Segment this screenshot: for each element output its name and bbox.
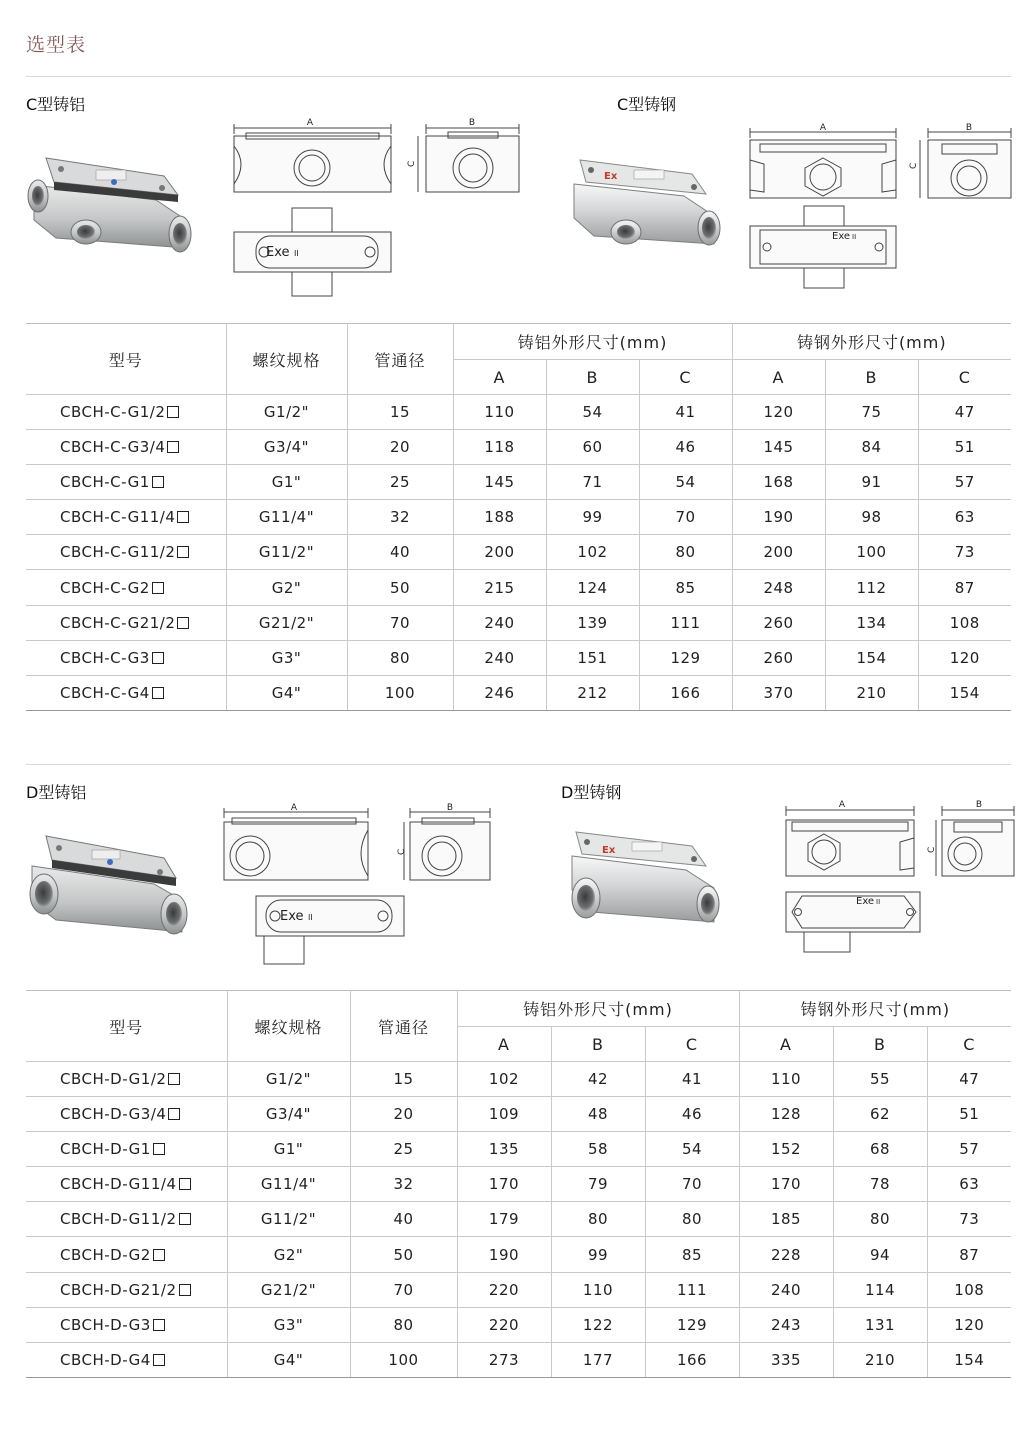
table-row — [26, 1272, 1011, 1307]
model-cell — [26, 395, 226, 430]
st-b-cell: 112 — [825, 570, 918, 605]
al-c-cell: 166 — [645, 1342, 739, 1377]
al-b-cell: 80 — [551, 1202, 645, 1237]
al-b-cell: 58 — [551, 1132, 645, 1167]
thread-cell: G3" — [227, 1307, 350, 1342]
pipe-cell: 100 — [350, 1342, 457, 1377]
table-row — [26, 1167, 1011, 1202]
model-code: CBCH-D-G3 — [60, 1315, 151, 1334]
al-b-cell: 99 — [546, 500, 639, 535]
model-cell — [26, 1062, 227, 1097]
model-cell — [26, 1202, 227, 1237]
st-c-cell: 87 — [927, 1237, 1011, 1272]
table-row — [26, 430, 1011, 465]
table-row — [26, 675, 1011, 710]
model-cell — [26, 1307, 227, 1342]
st-a-cell: 185 — [739, 1202, 833, 1237]
col-header-al-a: A — [457, 1027, 551, 1062]
st-c-cell: 120 — [918, 640, 1011, 675]
st-a-cell: 228 — [739, 1237, 833, 1272]
al-c-cell: 41 — [639, 395, 732, 430]
option-box-icon — [153, 1249, 165, 1261]
al-b-cell: 79 — [551, 1167, 645, 1202]
thread-cell: G1" — [227, 1132, 350, 1167]
al-b-cell: 124 — [546, 570, 639, 605]
option-box-icon — [153, 1354, 165, 1366]
col-header-steel-group: 铸钢外形尺寸(mm) — [739, 991, 1011, 1027]
dim-label-b: B — [468, 118, 476, 128]
al-a-cell: 240 — [453, 640, 546, 675]
st-b-cell: 91 — [825, 465, 918, 500]
option-box-icon — [152, 652, 164, 664]
table-row — [26, 1342, 1011, 1377]
al-b-cell: 42 — [551, 1062, 645, 1097]
thread-cell: G21/2" — [226, 605, 347, 640]
model-cell — [26, 1272, 227, 1307]
model-cell — [26, 675, 226, 710]
st-a-cell: 260 — [732, 640, 825, 675]
model-code: CBCH-C-G2 — [60, 578, 150, 597]
al-c-cell: 129 — [639, 640, 732, 675]
al-c-cell: 54 — [645, 1132, 739, 1167]
st-b-cell: 210 — [833, 1342, 927, 1377]
al-a-cell: 179 — [457, 1202, 551, 1237]
st-b-cell: 80 — [833, 1202, 927, 1237]
col-header-al-b: B — [551, 1027, 645, 1062]
col-header-aluminum-group: 铸铝外形尺寸(mm) — [457, 991, 739, 1027]
option-box-icon — [152, 582, 164, 594]
st-b-cell: 55 — [833, 1062, 927, 1097]
st-a-cell: 110 — [739, 1062, 833, 1097]
model-cell — [26, 1237, 227, 1272]
st-c-cell: 73 — [927, 1202, 1011, 1237]
thread-cell: G3/4" — [227, 1097, 350, 1132]
st-c-cell: 57 — [918, 465, 1011, 500]
model-code: CBCH-C-G1 — [60, 473, 150, 492]
page-title: 选型表 — [26, 34, 87, 56]
pipe-cell: 32 — [350, 1167, 457, 1202]
ex-mark: Ex — [604, 171, 618, 182]
thread-cell: G3" — [226, 640, 347, 675]
technical-drawing-c-aluminum — [226, 116, 526, 302]
spec-table-d — [26, 990, 1011, 1378]
pipe-cell: 15 — [347, 395, 453, 430]
st-c-cell: 47 — [918, 395, 1011, 430]
col-header-al-c: C — [639, 360, 732, 395]
pipe-cell: 40 — [347, 535, 453, 570]
ex-mark: Ex — [602, 845, 616, 856]
al-c-cell: 166 — [639, 675, 732, 710]
st-c-cell: 63 — [927, 1167, 1011, 1202]
st-c-cell: 51 — [918, 430, 1011, 465]
st-c-cell: 154 — [927, 1342, 1011, 1377]
model-code: CBCH-D-G11/2 — [60, 1210, 177, 1229]
st-b-cell: 62 — [833, 1097, 927, 1132]
technical-drawing-d-aluminum — [220, 800, 500, 968]
col-header-al-b: B — [546, 360, 639, 395]
option-box-icon — [177, 617, 189, 629]
model-code: CBCH-D-G1/2 — [60, 1070, 167, 1089]
col-header-st-c: C — [927, 1027, 1011, 1062]
st-b-cell: 75 — [825, 395, 918, 430]
model-cell — [26, 1132, 227, 1167]
option-box-icon — [168, 1073, 180, 1085]
dim-label-c: C — [407, 160, 417, 167]
dim-label-b: B — [975, 800, 983, 810]
st-b-cell: 78 — [833, 1167, 927, 1202]
heading-c-steel: C型铸钢 — [617, 95, 677, 114]
st-a-cell: 260 — [732, 605, 825, 640]
st-a-cell: 240 — [739, 1272, 833, 1307]
al-b-cell: 110 — [551, 1272, 645, 1307]
dim-label-a: A — [306, 118, 314, 128]
section-divider — [26, 764, 1011, 765]
st-b-cell: 98 — [825, 500, 918, 535]
st-c-cell: 51 — [927, 1097, 1011, 1132]
al-b-cell: 54 — [546, 395, 639, 430]
model-cell — [26, 430, 226, 465]
al-a-cell: 145 — [453, 465, 546, 500]
dim-label-c: C — [397, 848, 407, 855]
al-a-cell: 118 — [453, 430, 546, 465]
nameplate-text: Exe — [856, 896, 875, 907]
al-b-cell: 99 — [551, 1237, 645, 1272]
model-cell — [26, 500, 226, 535]
model-cell — [26, 1167, 227, 1202]
pipe-cell: 25 — [350, 1132, 457, 1167]
pipe-cell: 80 — [347, 640, 453, 675]
al-a-cell: 200 — [453, 535, 546, 570]
al-a-cell: 170 — [457, 1167, 551, 1202]
al-c-cell: 41 — [645, 1062, 739, 1097]
dim-label-a: A — [838, 800, 846, 810]
st-b-cell: 154 — [825, 640, 918, 675]
al-c-cell: 85 — [639, 570, 732, 605]
thread-cell: G21/2" — [227, 1272, 350, 1307]
col-header-pipe: 管通径 — [350, 991, 457, 1062]
st-a-cell: 168 — [732, 465, 825, 500]
pipe-cell: 40 — [350, 1202, 457, 1237]
option-box-icon — [152, 687, 164, 699]
model-code: CBCH-D-G2 — [60, 1245, 151, 1264]
pipe-cell: 32 — [347, 500, 453, 535]
table-row — [26, 395, 1011, 430]
dim-label-c: C — [927, 846, 937, 853]
pipe-cell: 70 — [350, 1272, 457, 1307]
col-header-steel-group: 铸钢外形尺寸(mm) — [732, 324, 1011, 360]
al-c-cell: 46 — [639, 430, 732, 465]
st-c-cell: 154 — [918, 675, 1011, 710]
st-a-cell: 190 — [732, 500, 825, 535]
st-c-cell: 108 — [927, 1272, 1011, 1307]
thread-cell: G11/4" — [227, 1167, 350, 1202]
st-a-cell: 152 — [739, 1132, 833, 1167]
model-code: CBCH-C-G21/2 — [60, 613, 176, 632]
thread-cell: G4" — [227, 1342, 350, 1377]
product-photo-d-steel — [562, 826, 727, 946]
st-c-cell: 47 — [927, 1062, 1011, 1097]
pipe-cell: 25 — [347, 465, 453, 500]
col-header-pipe: 管通径 — [347, 324, 453, 395]
model-code: CBCH-D-G21/2 — [60, 1280, 177, 1299]
nameplate-text: Exe — [266, 245, 290, 260]
st-a-cell: 370 — [732, 675, 825, 710]
al-c-cell: 70 — [639, 500, 732, 535]
pipe-cell: 50 — [350, 1237, 457, 1272]
st-c-cell: 87 — [918, 570, 1011, 605]
al-a-cell: 190 — [457, 1237, 551, 1272]
model-code: CBCH-C-G3/4 — [60, 438, 166, 457]
option-box-icon — [152, 476, 164, 488]
dim-label-b: B — [965, 123, 973, 133]
al-b-cell: 122 — [551, 1307, 645, 1342]
al-b-cell: 60 — [546, 430, 639, 465]
thread-cell: G1/2" — [227, 1062, 350, 1097]
table-row — [26, 1307, 1011, 1342]
table-row — [26, 640, 1011, 675]
table-row — [26, 535, 1011, 570]
al-c-cell: 129 — [645, 1307, 739, 1342]
al-c-cell: 80 — [639, 535, 732, 570]
st-a-cell: 145 — [732, 430, 825, 465]
model-code: CBCH-D-G4 — [60, 1350, 151, 1369]
al-a-cell: 220 — [457, 1272, 551, 1307]
col-header-model: 型号 — [26, 324, 226, 395]
nameplate-sub: II — [294, 249, 299, 258]
al-c-cell: 54 — [639, 465, 732, 500]
st-a-cell: 335 — [739, 1342, 833, 1377]
pipe-cell: 15 — [350, 1062, 457, 1097]
thread-cell: G4" — [226, 675, 347, 710]
thread-cell: G1/2" — [226, 395, 347, 430]
al-b-cell: 177 — [551, 1342, 645, 1377]
st-b-cell: 68 — [833, 1132, 927, 1167]
model-code: CBCH-C-G11/2 — [60, 543, 176, 562]
al-b-cell: 102 — [546, 535, 639, 570]
spec-table-c — [26, 323, 1011, 711]
st-b-cell: 114 — [833, 1272, 927, 1307]
table-row — [26, 570, 1011, 605]
al-a-cell: 135 — [457, 1132, 551, 1167]
heading-c-aluminum: C型铸铝 — [26, 95, 86, 114]
model-code: CBCH-C-G1/2 — [60, 403, 166, 422]
dim-label-b: B — [446, 803, 454, 813]
st-b-cell: 100 — [825, 535, 918, 570]
al-c-cell: 111 — [639, 605, 732, 640]
al-a-cell: 109 — [457, 1097, 551, 1132]
col-header-thread: 螺纹规格 — [227, 991, 350, 1062]
option-box-icon — [167, 406, 179, 418]
model-cell — [26, 465, 226, 500]
heading-d-aluminum: D型铸铝 — [26, 783, 87, 802]
al-a-cell: 215 — [453, 570, 546, 605]
model-code: CBCH-C-G4 — [60, 683, 150, 702]
st-c-cell: 120 — [927, 1307, 1011, 1342]
thread-cell: G2" — [226, 570, 347, 605]
model-code: CBCH-D-G1 — [60, 1140, 151, 1159]
nameplate-sub: II — [852, 233, 857, 241]
title-divider — [26, 76, 1011, 77]
pipe-cell: 20 — [347, 430, 453, 465]
product-photo-c-steel — [564, 146, 724, 266]
col-header-st-a: A — [732, 360, 825, 395]
st-b-cell: 210 — [825, 675, 918, 710]
model-cell — [26, 605, 226, 640]
model-cell — [26, 1342, 227, 1377]
model-cell — [26, 1097, 227, 1132]
nameplate-text: Exe — [832, 231, 851, 242]
al-b-cell: 212 — [546, 675, 639, 710]
nameplate-text: Exe — [280, 909, 304, 924]
pipe-cell: 70 — [347, 605, 453, 640]
option-box-icon — [153, 1143, 165, 1155]
table-row — [26, 500, 1011, 535]
al-c-cell: 70 — [645, 1167, 739, 1202]
table-row — [26, 605, 1011, 640]
product-photo-d-aluminum — [26, 828, 191, 950]
heading-d-steel: D型铸钢 — [561, 783, 622, 802]
thread-cell: G11/2" — [226, 535, 347, 570]
pipe-cell: 50 — [347, 570, 453, 605]
al-a-cell: 102 — [457, 1062, 551, 1097]
al-c-cell: 80 — [645, 1202, 739, 1237]
st-a-cell: 248 — [732, 570, 825, 605]
al-a-cell: 220 — [457, 1307, 551, 1342]
table-row — [26, 1202, 1011, 1237]
pipe-cell: 20 — [350, 1097, 457, 1132]
option-box-icon — [168, 1108, 180, 1120]
thread-cell: G3/4" — [226, 430, 347, 465]
option-box-icon — [153, 1319, 165, 1331]
col-header-st-b: B — [833, 1027, 927, 1062]
option-box-icon — [179, 1213, 191, 1225]
al-b-cell: 48 — [551, 1097, 645, 1132]
al-b-cell: 151 — [546, 640, 639, 675]
table-row — [26, 1237, 1011, 1272]
thread-cell: G11/4" — [226, 500, 347, 535]
table-row — [26, 1062, 1011, 1097]
col-header-al-c: C — [645, 1027, 739, 1062]
dim-label-c: C — [909, 162, 919, 169]
model-cell — [26, 535, 226, 570]
option-box-icon — [177, 546, 189, 558]
al-c-cell: 111 — [645, 1272, 739, 1307]
thread-cell: G2" — [227, 1237, 350, 1272]
pipe-cell: 100 — [347, 675, 453, 710]
nameplate-sub: II — [876, 898, 881, 906]
al-b-cell: 71 — [546, 465, 639, 500]
thread-cell: G11/2" — [227, 1202, 350, 1237]
col-header-model: 型号 — [26, 991, 227, 1062]
model-code: CBCH-C-G3 — [60, 648, 150, 667]
col-header-aluminum-group: 铸铝外形尺寸(mm) — [453, 324, 732, 360]
st-b-cell: 134 — [825, 605, 918, 640]
al-c-cell: 85 — [645, 1237, 739, 1272]
st-a-cell: 120 — [732, 395, 825, 430]
st-c-cell: 73 — [918, 535, 1011, 570]
technical-drawing-d-steel — [782, 796, 1020, 958]
st-b-cell: 94 — [833, 1237, 927, 1272]
col-header-al-a: A — [453, 360, 546, 395]
st-b-cell: 131 — [833, 1307, 927, 1342]
st-a-cell: 243 — [739, 1307, 833, 1342]
dim-label-a: A — [819, 123, 827, 133]
option-box-icon — [177, 511, 189, 523]
st-a-cell: 200 — [732, 535, 825, 570]
thread-cell: G1" — [226, 465, 347, 500]
al-a-cell: 110 — [453, 395, 546, 430]
st-b-cell: 84 — [825, 430, 918, 465]
table-row — [26, 1097, 1011, 1132]
col-header-thread: 螺纹规格 — [226, 324, 347, 395]
pipe-cell: 80 — [350, 1307, 457, 1342]
st-a-cell: 170 — [739, 1167, 833, 1202]
st-c-cell: 108 — [918, 605, 1011, 640]
model-code: CBCH-D-G11/4 — [60, 1175, 177, 1194]
model-code: CBCH-D-G3/4 — [60, 1105, 167, 1124]
technical-drawing-c-steel — [746, 120, 1016, 292]
col-header-st-a: A — [739, 1027, 833, 1062]
model-cell — [26, 570, 226, 605]
table-row — [26, 465, 1011, 500]
al-c-cell: 46 — [645, 1097, 739, 1132]
dim-label-a: A — [290, 803, 298, 813]
al-a-cell: 240 — [453, 605, 546, 640]
st-a-cell: 128 — [739, 1097, 833, 1132]
st-c-cell: 63 — [918, 500, 1011, 535]
al-a-cell: 188 — [453, 500, 546, 535]
product-photo-c-aluminum — [26, 140, 196, 265]
table-row — [26, 1132, 1011, 1167]
al-a-cell: 273 — [457, 1342, 551, 1377]
option-box-icon — [179, 1284, 191, 1296]
nameplate-sub: II — [308, 913, 313, 922]
option-box-icon — [179, 1178, 191, 1190]
al-a-cell: 246 — [453, 675, 546, 710]
col-header-st-b: B — [825, 360, 918, 395]
model-code: CBCH-C-G11/4 — [60, 508, 176, 527]
al-b-cell: 139 — [546, 605, 639, 640]
st-c-cell: 57 — [927, 1132, 1011, 1167]
model-cell — [26, 640, 226, 675]
col-header-st-c: C — [918, 360, 1011, 395]
option-box-icon — [167, 441, 179, 453]
